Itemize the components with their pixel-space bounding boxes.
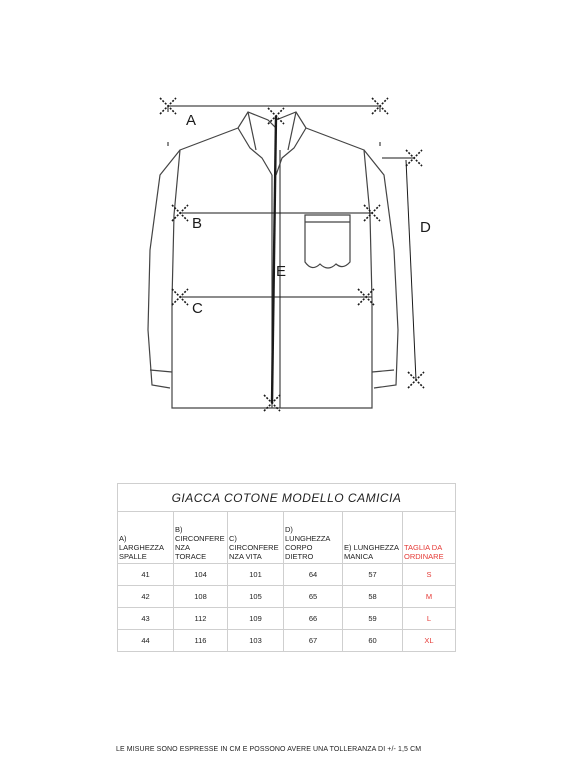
cell: 59 xyxy=(343,608,403,630)
tolerance-note: LE MISURE SONO ESPRESSE IN CM E POSSONO AVERE UNA TOLLERANZA DI +/- 1,5 CM xyxy=(116,746,422,753)
cell: 57 xyxy=(343,564,403,586)
size-table xyxy=(117,483,456,652)
size-cell: M xyxy=(403,586,456,608)
size-cell: XL xyxy=(403,630,456,652)
header-waist-circumference: C) CIRCONFERE NZA VITA xyxy=(228,512,284,564)
cell: 101 xyxy=(228,564,284,586)
size-cell: S xyxy=(403,564,456,586)
header-chest-circumference: B) CIRCONFERE NZA TORACE xyxy=(174,512,228,564)
header-back-length: D) LUNGHEZZA CORPO DIETRO xyxy=(284,512,343,564)
table-row xyxy=(118,608,456,630)
measurement-lines xyxy=(168,106,416,403)
cell: 66 xyxy=(284,608,343,630)
cell: 43 xyxy=(118,608,174,630)
cell: 58 xyxy=(343,586,403,608)
label-e: E xyxy=(276,263,287,280)
cell: 103 xyxy=(228,630,284,652)
cell: 41 xyxy=(118,564,174,586)
measurement-markers xyxy=(160,98,424,411)
label-c: C xyxy=(192,300,203,317)
table-row xyxy=(118,630,456,652)
label-d: D xyxy=(420,219,431,236)
label-b: B xyxy=(192,215,203,232)
cell: 65 xyxy=(284,586,343,608)
cell: 116 xyxy=(174,630,228,652)
table-row xyxy=(118,586,456,608)
cell: 108 xyxy=(174,586,228,608)
table-title: GIACCA COTONE MODELLO CAMICIA xyxy=(118,484,456,512)
cell: 112 xyxy=(174,608,228,630)
cell: 64 xyxy=(284,564,343,586)
header-order-size: TAGLIA DA ORDINARE xyxy=(403,512,456,564)
table-header-row xyxy=(118,512,456,564)
cell: 67 xyxy=(284,630,343,652)
cell: 60 xyxy=(343,630,403,652)
header-sleeve-length: E) LUNGHEZZA MANICA xyxy=(343,512,403,564)
header-shoulder-width: A) LARGHEZZA SPALLE xyxy=(118,512,174,564)
cell: 42 xyxy=(118,586,174,608)
label-a: A xyxy=(186,112,197,129)
cell: 44 xyxy=(118,630,174,652)
cell: 105 xyxy=(228,586,284,608)
table-row xyxy=(118,564,456,586)
size-cell: L xyxy=(403,608,456,630)
cell: 104 xyxy=(174,564,228,586)
cell: 109 xyxy=(228,608,284,630)
